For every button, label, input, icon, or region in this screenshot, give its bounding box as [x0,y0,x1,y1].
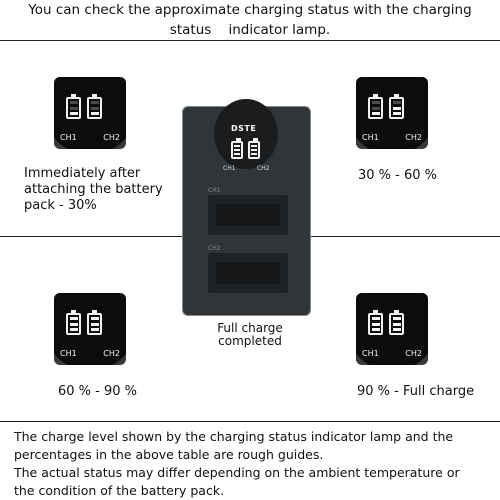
state-label-90-full: 90 % - Full charge [357,384,475,399]
battery-icon [66,313,81,335]
ch2-label: CH2 [103,349,120,358]
charger-device-image [183,107,310,315]
ch2-label: CH2 [405,349,422,358]
footer-line-3: The actual status may differ depending on the ambient temperature or [14,465,460,480]
divider-bottom [0,421,500,422]
charger-caption: Full charge completed [217,321,283,348]
ch1-label: CH1 [60,133,77,142]
ch1-label: CH1 [60,349,77,358]
footer-line-2: percentages in the above table are rough guides. [14,447,324,462]
ch2-label: CH2 [405,133,422,142]
battery-icon [248,141,260,159]
lamp-state-60-90 [54,293,126,365]
battery-icon [368,97,383,119]
state-label-60-90: 60 % - 90 % [58,384,138,399]
header-text [0,0,500,40]
header-line-2: status indicator lamp. [169,22,331,38]
ch2-label: CH2 [103,133,120,142]
battery-icon [231,141,243,159]
battery-slot-2 [208,253,288,293]
battery-icon [66,97,81,119]
battery-slot-1 [208,195,288,235]
charger-ch1-label: CH1 [223,165,236,172]
battery-icon [87,97,102,119]
lamp-state-initial [54,77,126,149]
lamp-state-90-full [356,293,428,365]
battery-icon [389,313,404,335]
state-label-30-60: 30 % - 60 % [358,168,438,183]
footer-line-4: the condition of the battery pack. [14,483,225,498]
footer-line-1: The charge level shown by the charging status indicator lamp and the [14,429,454,444]
battery-icon [389,97,404,119]
divider-top [0,40,500,41]
state-label-initial: Immediately after attaching the battery pack - 30% [24,166,163,213]
slot2-label: CH2 [208,245,221,252]
battery-icon [87,313,102,335]
ch1-label: CH1 [362,349,379,358]
header-line-1: You can check the approximate charging status with the charging [28,2,472,18]
battery-icon [368,313,383,335]
slot1-label: CH1 [208,187,221,194]
brand-logo: DSTE [231,124,257,133]
lamp-state-30-60 [356,77,428,149]
ch1-label: CH1 [362,133,379,142]
charger-indicator [231,141,260,159]
charger-ch2-label: CH2 [257,165,270,172]
footer-note [14,428,494,500]
